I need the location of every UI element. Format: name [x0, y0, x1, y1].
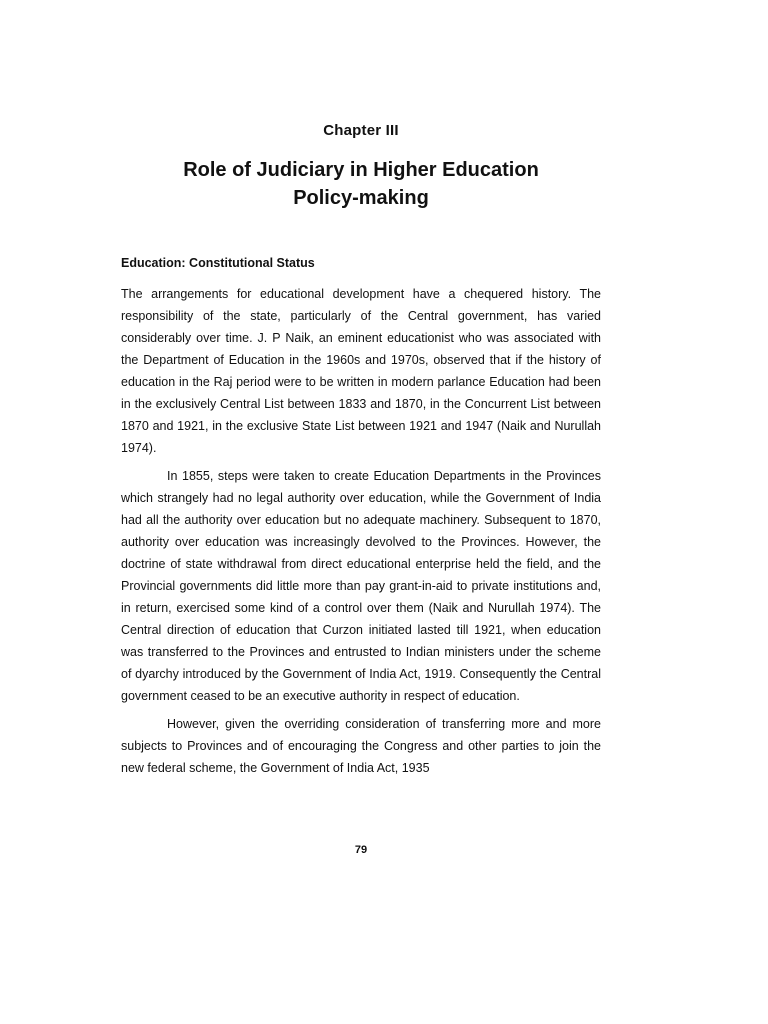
paragraph-3: However, given the overriding consideration of transferring more and more subjects to Provinces and of encouraging the Congress and other parties to join the new federal scheme, the Government of India Act, 1935	[121, 717, 601, 775]
body-text	[121, 283, 601, 785]
section-heading: Education: Constitutional Status	[121, 256, 315, 270]
chapter-title	[0, 156, 722, 212]
page-number: 79	[354, 844, 368, 856]
chapter-title-line-2: Policy-making	[293, 187, 429, 209]
chapter-label: Chapter III	[323, 122, 399, 139]
paragraph-1: The arrangements for educational development have a chequered history. The responsibility of the state, particularly of the Central government, has varied considerably over time. J. P Naik, an eminent educationist who was associated with the Department of Education in the 1960s and 1970s, observed that if the history of education in the Raj period were to be written in modern parlance Education had been in the exclusively Central List between 1833 and 1870, in the Concurrent List between 1870 and 1921, in the exclusive State List between 1921 and 1947 (Naik and Nurullah 1974).	[121, 287, 601, 455]
paragraph-2: In 1855, steps were taken to create Education Departments in the Provinces which strangely had no legal authority over education, while the Government of India had all the authority over education but no adequate machinery. Subsequent to 1870, authority over education was increasingly devolved to the Provinces. However, the doctrine of state withdrawal from direct educational enterprise held the field, and the Provincial governments did little more than pay grant-in-aid to private institutions and, in return, exercised some kind of a control over them (Naik and Nurullah 1974). The Central direction of education that Curzon initiated lasted till 1921, when education was transferred to the Provinces and entrusted to Indian ministers under the scheme of dyarchy introduced by the Government of India Act, 1919. Consequently the Central government ceased to be an executive authority in respect of education.	[121, 469, 601, 703]
chapter-title-line-1: Role of Judiciary in Higher Education	[183, 159, 539, 181]
